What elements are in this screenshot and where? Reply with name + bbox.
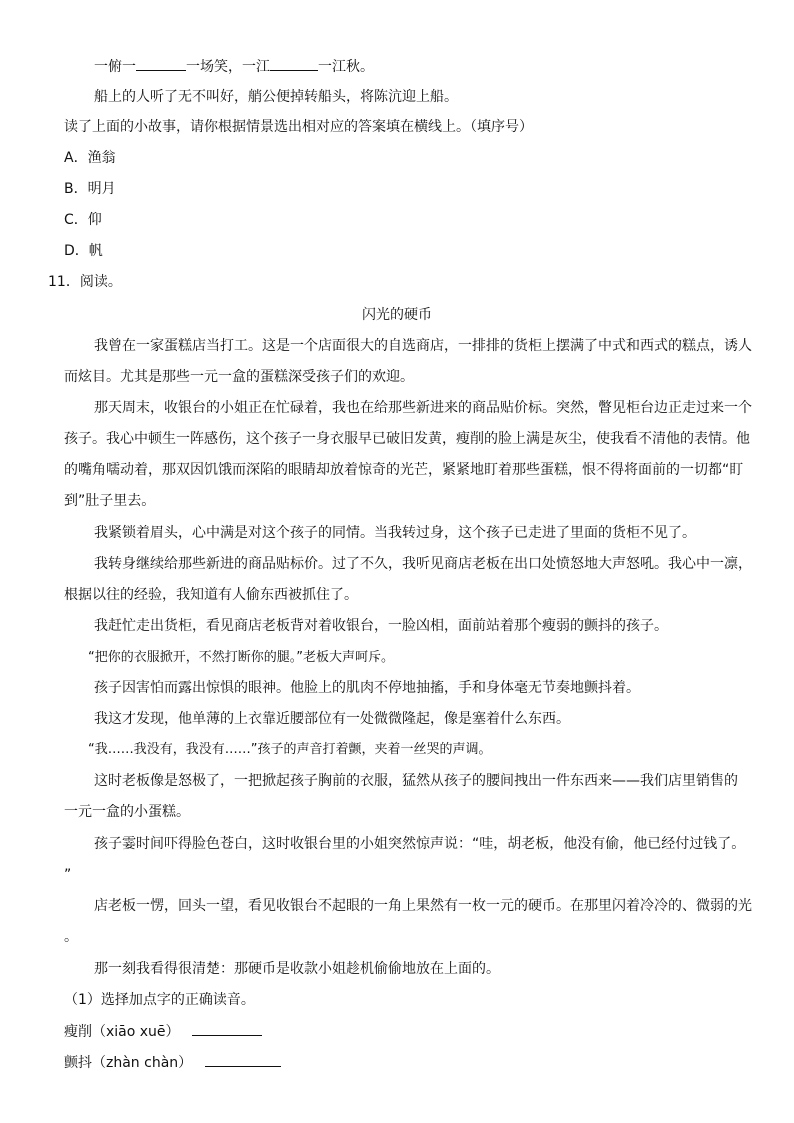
poem-text-1c: 一江秋。 <box>318 59 374 75</box>
paragraph-line: 这时老板像是怒极了，一把掀起孩子胸前的衣服，猛然从孩子的腰间拽出一件东西来——我们店里销售的 <box>94 773 738 789</box>
answer-blank-1[interactable] <box>136 56 186 71</box>
paragraph-line: “把你的衣服掀开，不然打断你的腿。”老板大声呵斥。 <box>88 650 394 665</box>
paragraph-line: 我转身继续给那些新进的商品贴标价。过了不久，我听见商店老板在出口处愤怒地大声怒吼。我心中一凛， <box>94 556 752 572</box>
paragraph-line: 的嘴角嚅动着，那双因饥饿而深陷的眼睛却放着惊奇的光芒，紧紧地盯着那些蛋糕，恨不得将面前的一切都“盯 <box>64 462 744 478</box>
poem-text-1a: 一俯一 <box>94 59 136 75</box>
answer-blank-4[interactable] <box>205 1052 281 1067</box>
paragraph-line: ” <box>64 867 72 883</box>
question-1-item-2 <box>64 1052 281 1073</box>
answer-blank-2[interactable] <box>270 56 318 71</box>
paragraph-line: 一元一盒的小蛋糕。 <box>64 804 190 820</box>
option-b: B．明月 <box>64 181 116 197</box>
paragraph-line: 我曾在一家蛋糕店当打工。这是一个店面很大的自选商店，一排排的货柜上摆满了中式和西式的糕点，诱人 <box>94 338 752 354</box>
paragraph-line: 我赶忙走出货柜，看见商店老板背对着收银台，一脸凶相，面前站着那个瘦弱的颤抖的孩子。 <box>94 618 668 634</box>
passage-title: 闪光的硬币 <box>362 307 432 323</box>
paragraph-line: 我这才发现，他单薄的上衣靠近腰部位有一处微微隆起，像是塞着什么东西。 <box>94 711 570 727</box>
paragraph-line: 我紧锁着眉头，心中满是对这个孩子的同情。当我转过身，这个孩子已走进了里面的货柜不见了。 <box>94 525 696 541</box>
option-a: A．渔翁 <box>64 150 116 166</box>
poem-text-1b: 一场笑，一江 <box>186 59 270 75</box>
paragraph-line: 孩子霎时间吓得脸色苍白，这时收银台里的小姐突然惊声说：“哇，胡老板，他没有偷，他已经付过钱了。 <box>94 836 746 852</box>
paragraph-line: 那一刻我看得很清楚：那硬币是收款小姐趁机偷偷地放在上面的。 <box>94 961 500 977</box>
paragraph-line: 店老板一愣，回头一望，看见收银台不起眼的一角上果然有一枚一元的硬币。在那里闪着冷冷的、微弱的光 <box>94 898 752 914</box>
poem-line-2: 船上的人听了无不叫好，艄公便掉转船头，将陈沆迎上船。 <box>94 89 458 105</box>
paragraph-line: 孩子因害怕而露出惊惧的眼神。他脸上的肌肉不停地抽搐，手和身体毫无节奏地颤抖着。 <box>94 680 640 696</box>
poem-line-1 <box>94 56 374 77</box>
pinyin-item-text: 瘦削（xiāo xuē） <box>64 1024 180 1040</box>
option-c: C．仰 <box>64 212 102 228</box>
paragraph-line: 孩子。我心中顿生一阵感伤，这个孩子一身衣服早已破旧发黄，瘦削的脸上满是灰尘，使我看不清他的表情。他 <box>64 431 750 447</box>
paragraph-line: 到”肚子里去。 <box>64 493 156 509</box>
paragraph-line: 。 <box>64 929 78 945</box>
paragraph-line: 而炫目。尤其是那些一元一盒的蛋糕深受孩子们的欢迎。 <box>64 369 414 385</box>
paragraph-line: “我……我没有，我没有……”孩子的声音打着颤，夹着一丝哭的声调。 <box>88 742 492 757</box>
question-1-item-1 <box>64 1021 262 1042</box>
question-1-label: （1）选择加点字的正确读音。 <box>64 992 255 1008</box>
option-d: D．帆 <box>64 243 103 259</box>
pinyin-item-text: 颤抖（zhàn chàn） <box>64 1055 193 1071</box>
answer-blank-3[interactable] <box>192 1021 262 1036</box>
paragraph-line: 根据以往的经验，我知道有人偷东西被抓住了。 <box>64 587 358 603</box>
instruction-text: 读了上面的小故事，请你根据情景选出相对应的答案填在横线上。（填序号） <box>64 119 533 135</box>
paragraph-line: 那天周末，收银台的小姐正在忙碌着，我也在给那些新进来的商品贴价标。突然，瞥见柜台边正走过来一个 <box>94 400 752 416</box>
question-11-label: 11．阅读。 <box>48 274 122 290</box>
